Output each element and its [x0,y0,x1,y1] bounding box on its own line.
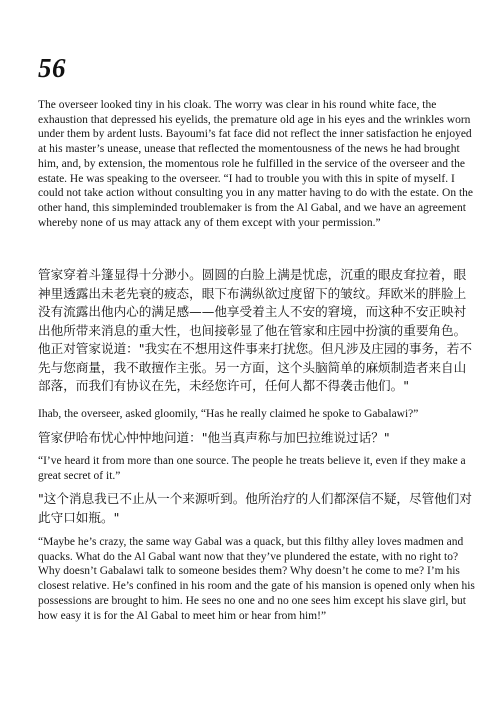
english-paragraph: “I’ve heard it from more than one source. The people he treats believe it, even if they make a great secret of it.” [38,455,466,482]
english-paragraph: The overseer looked tiny in his cloak. The worry was clear in his round white face, the exhaustion that depressed his eyelids, the premature old age in his eyes and the wrinkles worn under them by ardent lusts. Bayoumi’s fat face did not reflect the inner satisfaction he enjoyed at his master’s unease, unease that reflected the momentousness of the news he had brought him, and, by extension, the momentous role he fulfilled in the service of the overseer and the estate. He was speaking to the overseer. “I had to trouble you with this in spite of myself. I could not take action without consulting you in any matter having to do with the estate. On the other hand, this simpleminded troublemaker is from the Al Gabal, and we have an agreement whereby none of us may attack any of them except with your permission.” [38,99,473,229]
chinese-paragraph: "这个消息我已不止从一个来源听到。他所治疗的人们都深信不疑，尽管他们对此守口如瓶。" [38,491,472,525]
chinese-paragraph: 管家伊哈布忧心忡忡地问道："他当真声称与加巴拉维说过话？" [38,430,390,445]
chinese-paragraph: 管家穿着斗篷显得十分渺小。圆圆的白脸上满是忧虑，沉重的眼皮耷拉着，眼神里透露出未老先衰的疲态，眼下布满纵欲过度留下的皱纹。拜欧米的胖脸上没有流露出他内心的满足感——他享受着主人不安的窘境，而这种不安正映衬出他所带来消息的重大性，也间接彰显了他在管家和庄园中扮演的重要角色。他正对管家说道："我实在不想用这件事来打扰您。但凡涉及庄园的事务，若不先与您商量，我不敢擅作主张。另一方面，这个头脑简单的麻烦制造者来自山部落，而我们有协议在先，未经您许可，任何人都不得袭击他们。" [38,267,472,393]
page-body [38,98,475,627]
english-paragraph: Ihab, the overseer, asked gloomily, “Has he really claimed he spoke to Gabalawi?” [38,408,419,420]
chapter-number: 56 [38,53,66,83]
english-paragraph: “Maybe he’s crazy, the same way Gabal was a quack, but this filthy alley loves madmen and quacks. What do the Al Gabal want now that they’ve plundered the estate, with no right to? Why doesn’t Gabalawi talk to someone besides them? Why doesn’t he come to me? I’m his closest relative. He’s confined in his room and the gate of his mansion is opened only when his possessions are brought to him. He sees no one and no one sees him except his slave girl, but how easy it is for the Al Gabal to meet him or hear from him!” [38,536,475,622]
